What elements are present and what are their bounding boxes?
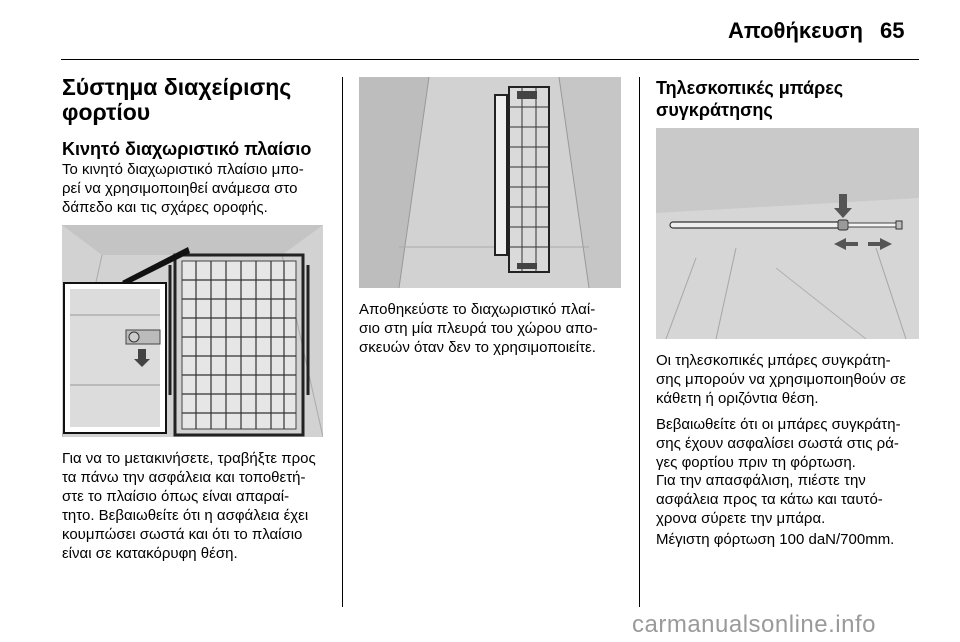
- telescopic-paragraph-2: Βεβαιωθείτε ότι οι μπάρες συγκράτη- σης έχουν ασφαλίσει σωστά στις ρά- γες φορτίου πριν τη φόρτωση.: [656, 416, 901, 471]
- header-rule: [61, 59, 919, 60]
- section-heading: Σύστημα διαχείρισης φορτίου: [62, 74, 292, 125]
- column-divider-2: [639, 77, 640, 607]
- page-number: 65: [880, 18, 905, 43]
- section-title: Αποθήκευση: [728, 18, 863, 43]
- partition-frame-figure: [62, 225, 323, 437]
- subsection-heading: Κινητό διαχωριστικό πλαίσιο: [62, 139, 312, 159]
- intro-paragraph: Το κινητό διαχωριστικό πλαίσιο μπο- ρεί να χρησιμοποιηθεί ανάμεσα στο δάπεδο και τις σχάρες οροφής.: [62, 161, 304, 216]
- telescopic-paragraph-3: Για την απασφάλιση, πιέστε την ασφάλεια προς τα κάτω και ταυτό- χρονα σύρετε την μπάρα.: [656, 472, 883, 527]
- telescopic-bars-heading: Τηλεσκοπικές μπάρες συγκράτησης: [656, 78, 844, 120]
- telescopic-bar-figure: [656, 128, 919, 339]
- telescopic-paragraph-1: Οι τηλεσκοπικές μπάρες συγκράτη- σης μπορούν να χρησιμοποιηθούν σε κάθετη ή οριζόντια θέση.: [656, 352, 906, 407]
- stowed-caption: Αποθηκεύστε το διαχωριστικό πλαί- σιο στη μία πλευρά του χώρου απο- σκευών όταν δεν το χρησιμοποιείτε.: [359, 301, 598, 356]
- column-divider-1: [342, 77, 343, 607]
- telescopic-paragraph-4: Μέγιστη φόρτωση 100 daN/700mm.: [656, 531, 895, 548]
- stowed-partition-figure: [359, 77, 621, 288]
- body-paragraph: Για να το μετακινήσετε, τραβήξτε προς τα πάνω την ασφάλεια και τοποθετή- στε το πλαίσιο όπως είναι απαραί- τητο. Βεβαιωθείτε ότι η ασφάλεια έχει κουμπώσει σωστά και ότι το πλαίσιο είναι σε κατακόρυφη θέση.: [62, 450, 316, 562]
- watermark-link[interactable]: carmanualsonline.info: [632, 611, 876, 638]
